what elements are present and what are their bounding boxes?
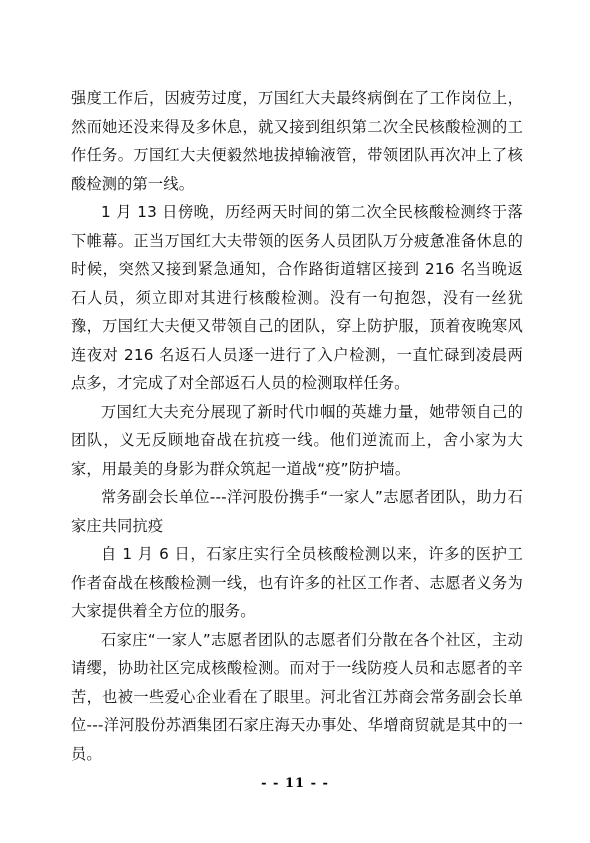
- page-number: - - 11 - -: [261, 776, 329, 791]
- paragraph-jan13-testing: 1 月 13 日傍晚，历经两天时间的第二次全民核酸检测终于落下帷幕。正当万国红大夫带领的医务人员团队万分疲惫准备休息的时候，突然又接到紧急通知，合作路街道辖区接到 216 名当晚返石人员，须立即对其进行核酸检测。没有一句抱怨，没有一丝犹豫，万国红大夫便又带领自己的团队，穿上防护服，顶着夜晚寒风连夜对 216 名返石人员逐一进行了入户检测，一直忙碌到凌晨两点多，才完成了对全部返石人员的检测取样任务。: [71, 203, 523, 392]
- paragraph-continuation: 强度工作后，因疲劳过度，万国红大夫最终病倒在了工作岗位上，然而她还没来得及多休息，就又接到组织第二次全民核酸检测的工作任务。万国红大夫便毅然地拔掉输液管，带领团队再次冲上了核酸检测的第一线。: [71, 89, 523, 193]
- paragraph-heroine-summary: 万国红大夫充分展现了新时代巾帼的英雄力量，她带领自己的团队，义无反顾地奋战在抗疫一线。他们逆流而上，舍小家为大家，用最美的身影为群众筑起一道战“疫”防护墙。: [71, 402, 523, 478]
- section-heading-yanghe: 常务副会长单位---洋河股份携手“一家人”志愿者团队，助力石家庄共同抗疫: [71, 488, 523, 535]
- paragraph-volunteer-team: 石家庄“一家人”志愿者团队的志愿者们分散在各个社区，主动请缨，协助社区完成核酸检测。而对于一线防疫人员和志愿者的辛苦，也被一些爱心企业看在了眼里。河北省江苏商会常务副会长单位---洋河股份苏酒集团石家庄海天办事处、华增商贸就是其中的一员。: [71, 630, 523, 763]
- paragraph-jan6-testing: 自 1 月 6 日，石家庄实行全员核酸检测以来，许多的医护工作者奋战在核酸检测一线，也有许多的社区工作者、志愿者义务为大家提供着全方位的服务。: [71, 545, 523, 620]
- document-body: [71, 84, 523, 768]
